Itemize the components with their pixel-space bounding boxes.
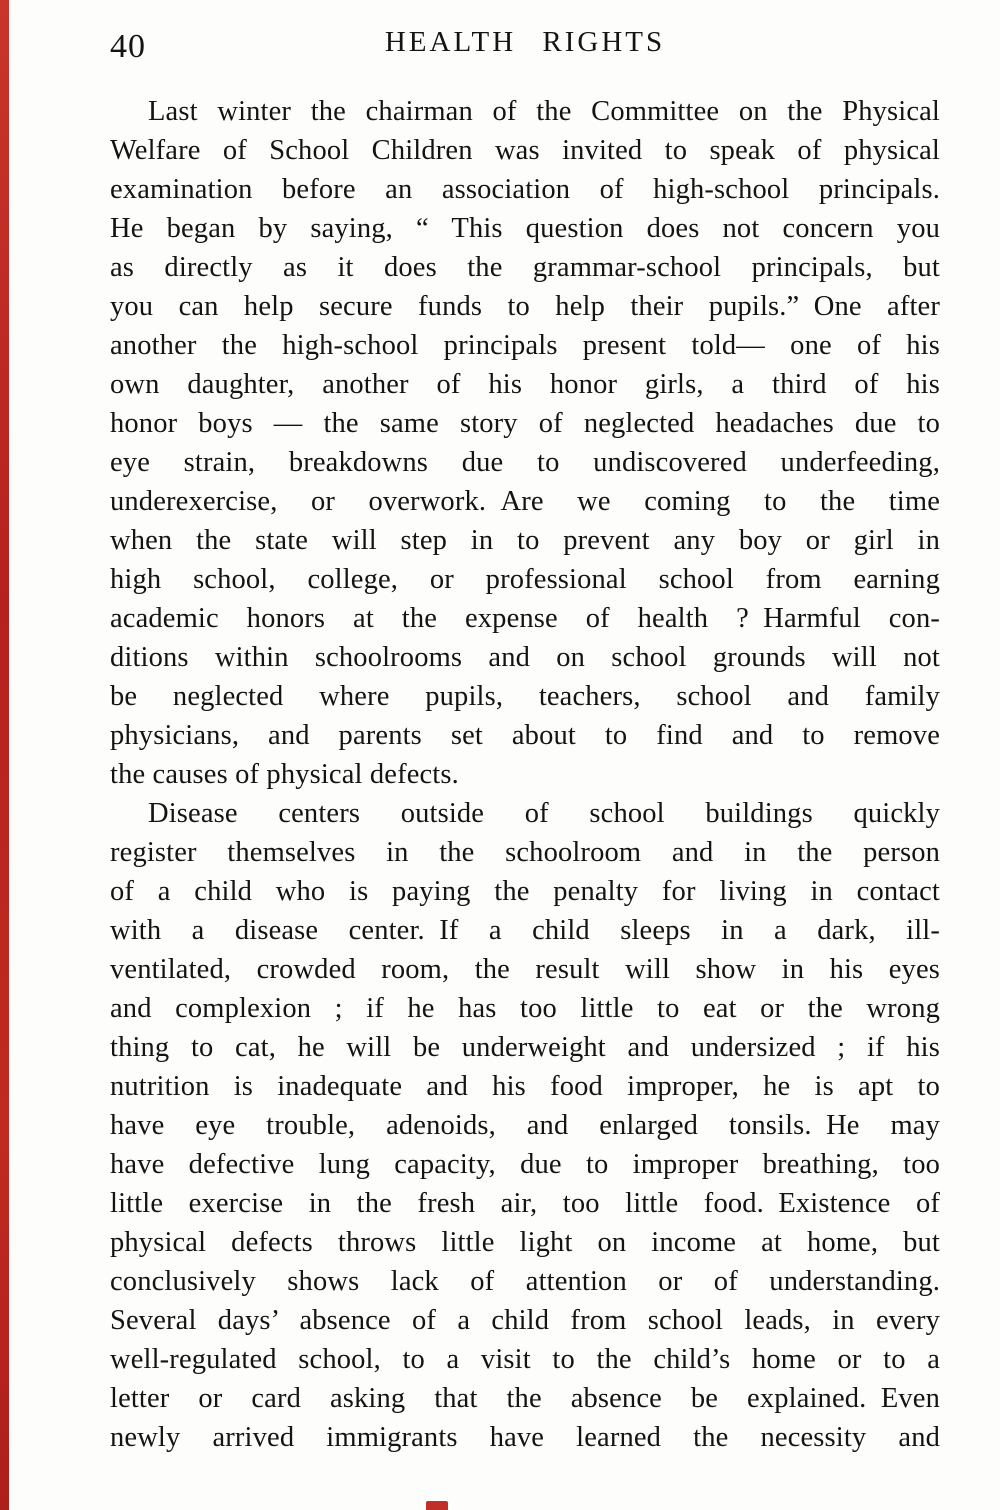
paragraph bbox=[110, 92, 940, 794]
text-line: thing to cat, he will be underweight and undersized ; if his bbox=[110, 1032, 940, 1063]
body-text bbox=[110, 92, 940, 1457]
text-line: little exercise in the fresh air, too little food. Existence of bbox=[110, 1188, 940, 1219]
page-number: 40 bbox=[110, 28, 146, 65]
text-line: He began by saying, “ This question does not concern you bbox=[110, 213, 940, 244]
text-line: ditions within schoolrooms and on school grounds will not bbox=[110, 642, 940, 673]
scan-artifact-red-tick bbox=[426, 1501, 448, 1510]
text-line: underexercise, or overwork. Are we coming to the time bbox=[110, 486, 940, 517]
text-line: academic honors at the expense of health ? Harmful con- bbox=[110, 603, 940, 634]
text-line: register themselves in the schoolroom and in the person bbox=[110, 837, 940, 868]
book-spine-edge bbox=[0, 0, 9, 1510]
text-line: Several days’ absence of a child from school leads, in every bbox=[110, 1305, 940, 1336]
text-line: with a disease center. If a child sleeps in a dark, ill- bbox=[110, 915, 940, 946]
page-header bbox=[110, 24, 940, 68]
text-line: physicians, and parents set about to find and to remove bbox=[110, 720, 940, 751]
text-line: examination before an association of high-school principals. bbox=[110, 174, 940, 205]
text-line: nutrition is inadequate and his food improper, he is apt to bbox=[110, 1071, 940, 1102]
text-line: Last winter the chairman of the Committee on the Physical bbox=[148, 96, 940, 127]
text-line: have eye trouble, adenoids, and enlarged tonsils. He may bbox=[110, 1110, 940, 1141]
text-line: Welfare of School Children was invited to speak of physical bbox=[110, 135, 940, 166]
text-line: letter or card asking that the absence be explained. Even bbox=[110, 1383, 940, 1414]
text-line: physical defects throws little light on income at home, but bbox=[110, 1227, 940, 1258]
text-line: of a child who is paying the penalty for living in contact bbox=[110, 876, 940, 907]
text-line: own daughter, another of his honor girls, a third of his bbox=[110, 369, 940, 400]
text-line: another the high-school principals present told— one of his bbox=[110, 330, 940, 361]
text-line: you can help secure funds to help their pupils.” One after bbox=[110, 291, 940, 322]
text-line: honor boys — the same story of neglected headaches due to bbox=[110, 408, 940, 439]
text-line: newly arrived immigrants have learned the necessity and bbox=[110, 1422, 940, 1453]
text-line: ventilated, crowded room, the result will show in his eyes bbox=[110, 954, 940, 985]
text-line: when the state will step in to prevent any boy or girl in bbox=[110, 525, 940, 556]
text-line: be neglected where pupils, teachers, school and family bbox=[110, 681, 940, 712]
text-line: have defective lung capacity, due to improper breathing, too bbox=[110, 1149, 940, 1180]
text-line: the causes of physical defects. bbox=[110, 759, 459, 790]
paragraph bbox=[110, 794, 940, 1457]
text-line: eye strain, breakdowns due to undiscovered underfeeding, bbox=[110, 447, 940, 478]
text-line: Disease centers outside of school buildings quickly bbox=[148, 798, 940, 829]
text-line: high school, college, or professional school from earning bbox=[110, 564, 940, 595]
text-line: and complexion ; if he has too little to eat or the wrong bbox=[110, 993, 940, 1024]
text-line: well-regulated school, to a visit to the child’s home or to a bbox=[110, 1344, 940, 1375]
text-line: as directly as it does the grammar-school principals, but bbox=[110, 252, 940, 283]
text-line: conclusively shows lack of attention or of understanding. bbox=[110, 1266, 940, 1297]
running-title: HEALTH RIGHTS bbox=[384, 26, 666, 58]
